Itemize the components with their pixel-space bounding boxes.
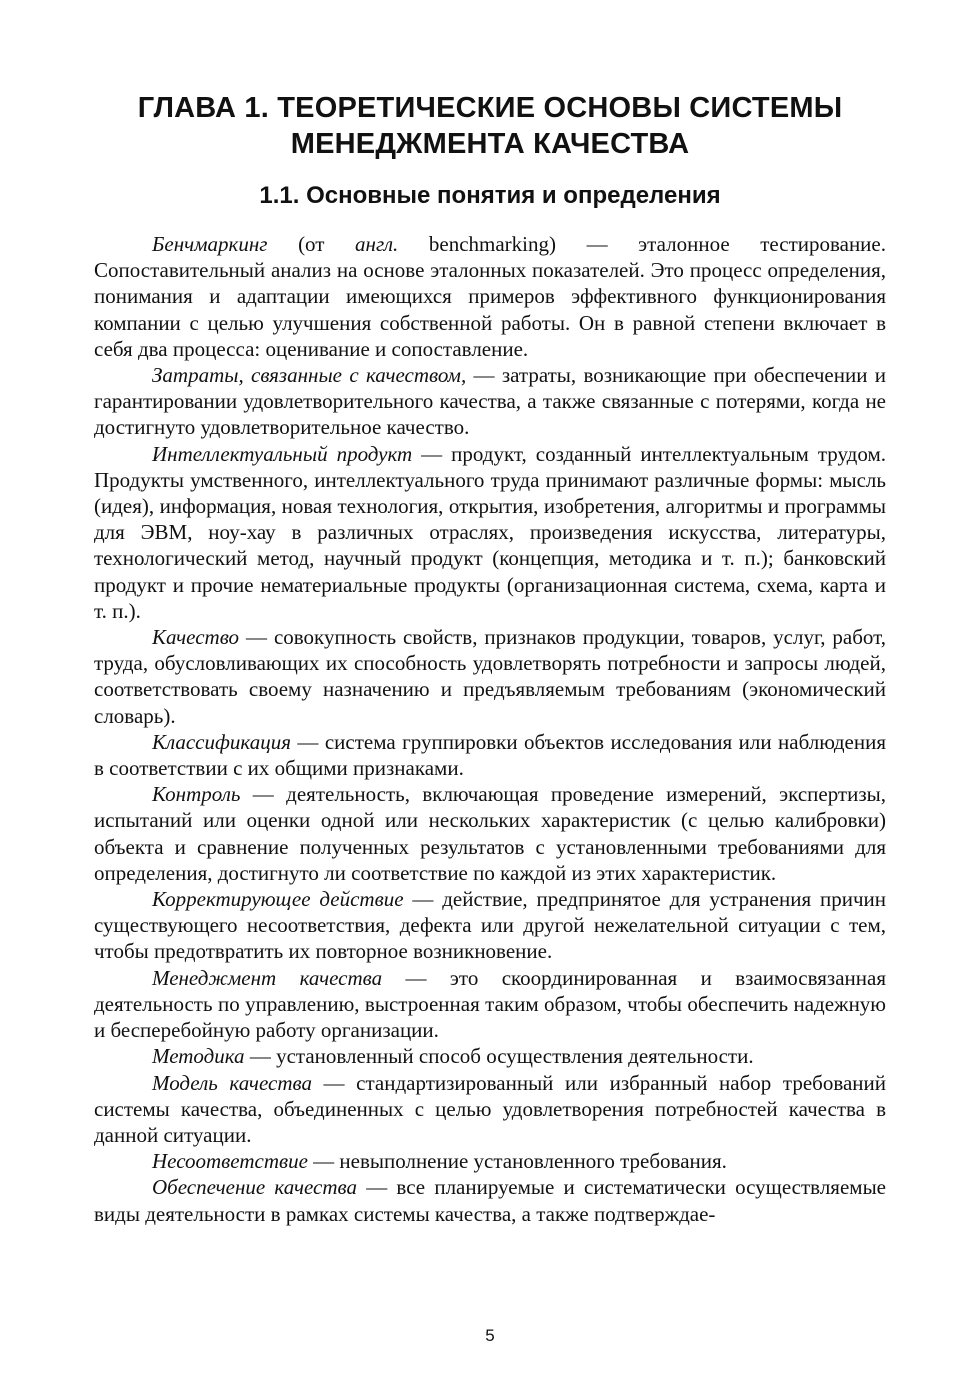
definition-term: Обеспечение качества [152, 1175, 357, 1200]
definition-text: — это скоординированная и взаимосвязанная деятельность по управлению, выстроенная таким образом, чтобы обеспечить надежную и бесперебойную работу организации. [94, 965, 887, 1043]
definition-term: Классификация [152, 729, 291, 754]
definition-term: Модель качества [152, 1070, 312, 1095]
definition-nonconformity [94, 1148, 886, 1174]
definition-intellectual-product [94, 441, 886, 624]
section-title: 1.1. Основные понятия и определения [259, 182, 721, 209]
chapter-title-line-1: ГЛАВА 1. ТЕОРЕТИЧЕСКИЕ ОСНОВЫ СИСТЕМЫ [137, 92, 843, 124]
definition-text: (от [267, 232, 356, 256]
definition-text: — продукт, созданный интеллектуальным трудом. Продукты умственного, интеллектуального труда принимают различные формы: мысль (идея), информация, новая технология, открытия, изобретения, алгоритмы и программы для ЭВМ, ноу-хау в различных отраслях, произведения искусства, литературы, технологический метод, научный продукт (концепция, методика и т. п.); банковский продукт и прочие нематериальные продукты (организационная система, схема, карта и т. п.). [94, 441, 886, 623]
definition-term: Бенчмаркинг [152, 232, 268, 256]
definition-control [94, 781, 886, 886]
definition-term: Менеджмент качества [152, 965, 383, 990]
definition-text: — действие, предпринятое для устранения причин существующего несоответствия, дефекта или другой нежелательной ситуации с тем, чтобы предотвратить их повторное возникновение. [94, 887, 886, 964]
definition-text: — невыполнение установленного требования. [307, 1149, 727, 1174]
definition-quality-management [94, 965, 886, 1044]
definition-quality [94, 624, 886, 729]
definition-text: — совокупность свойств, признаков продукции, товаров, услуг, работ, труда, обусловливающих их способность удовлетворять потребности и запросы людей, соответствовать своему назначению и предъявляемым требованиям (экономический словарь). [94, 625, 886, 728]
page-number: 5 [485, 1326, 495, 1345]
definition-benchmarking [94, 231, 886, 362]
definitions-body [94, 231, 886, 1227]
definition-text: — система группировки объектов исследования или наблюдения в соответствии с их общими признаками. [94, 729, 886, 781]
definition-methodology [94, 1043, 886, 1069]
chapter-title [94, 90, 886, 162]
definition-term: Несоответствие [152, 1149, 308, 1174]
definition-text: — деятельность, включающая проведение измерений, экспертизы, испытаний или оценки одной или нескольких характеристик (с целью калибровки) объекта и сравнение полученных результатов с установленными требованиями для определения, достигнуто ли соответствие по каждой из этих характеристик. [94, 782, 886, 885]
definition-corrective-action [94, 886, 886, 965]
definition-term: Корректирующее действие [152, 887, 404, 912]
definition-term: Контроль [152, 782, 241, 807]
definition-term: Качество [152, 625, 240, 650]
definition-term: Методика [152, 1044, 245, 1069]
definition-term: Интеллектуальный продукт [152, 441, 413, 466]
definition-quality-model [94, 1070, 886, 1149]
definition-text: — затраты, возникающие при обеспечении и гарантировании удовлетворительного качества, а также связанные с потерями, когда не достигнуто удовлетворительное качество. [94, 363, 886, 440]
definition-abbr: англ. [355, 232, 399, 256]
definition-text: benchmarking) — эталонное тестирование. Сопоставительный анализ на основе эталонных показателей. Это процесс определения, понимания и адаптации имеющихся примеров эффективного функционирования компании с целью улучшения собственной работы. Он в равной степени включает в себя два процесса: оценивание и сопоставление. [94, 232, 886, 361]
definition-text: — стандартизированный или избранный набор требований системы качества, объединенных с целью удовлетворения потребностей качества в данной ситуации. [94, 1070, 886, 1147]
chapter-title-line-2: МЕНЕДЖМЕНТА КАЧЕСТВА [290, 128, 690, 160]
definition-text: — все планируемые и систематически осуществляемые виды деятельности в рамках системы качества, а также подтверждае- [94, 1175, 886, 1226]
definition-quality-assurance [94, 1174, 886, 1226]
definition-classification [94, 729, 886, 781]
definition-term: Затраты, связанные с качеством, [152, 363, 467, 388]
definition-quality-costs [94, 362, 886, 441]
definition-text: — установленный способ осуществления деятельности. [244, 1044, 754, 1069]
